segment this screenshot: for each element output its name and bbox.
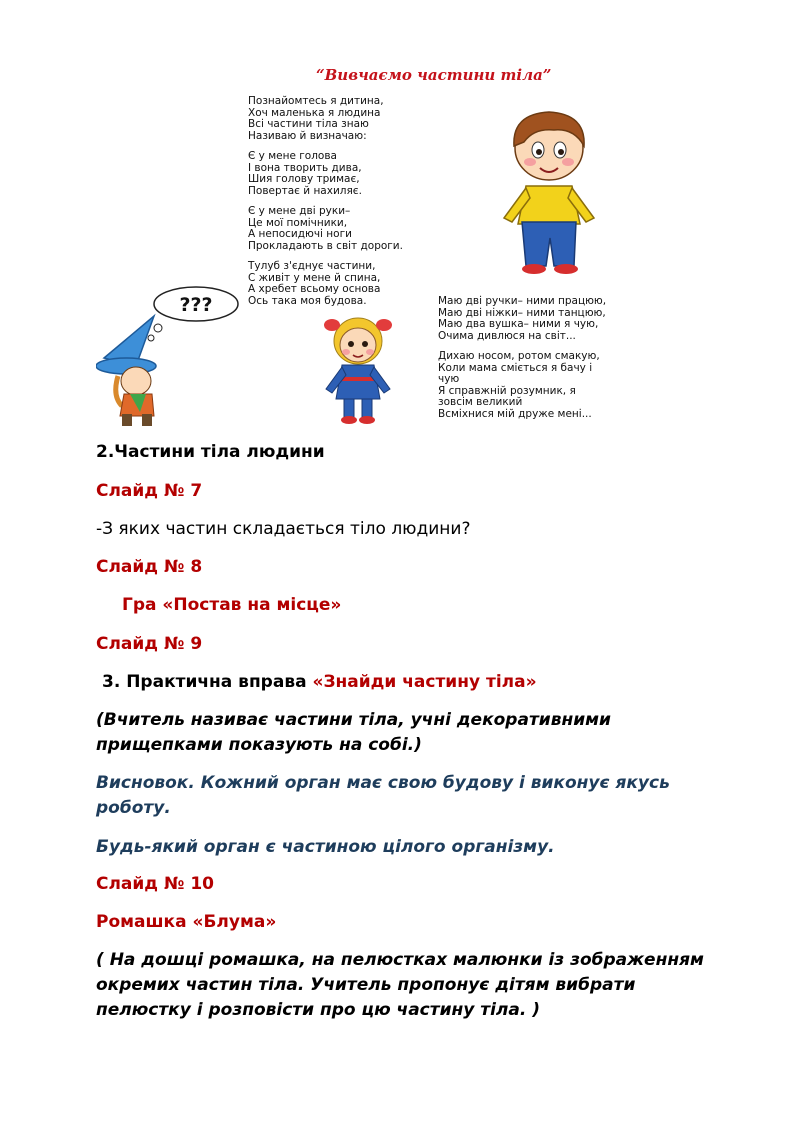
poem-line: Коли мама сміється я бачу і xyxy=(438,361,593,374)
conclusion-text: Висновок. Кожний орган має свою будову і виконує якусь роботу. xyxy=(96,773,670,818)
game-title: Гра «Постав на місце» xyxy=(122,595,342,615)
section-heading: 2.Частини тіла людини xyxy=(96,442,325,462)
poem-stanza xyxy=(438,296,606,342)
poem-line: Всі частини тіла знаю xyxy=(248,118,369,130)
poem-line: Маю дві ніжки– ними танцюю, xyxy=(438,306,606,319)
exercise-name: «Знайди частину тіла» xyxy=(312,672,537,692)
slide-7-label: Слайд № 7 xyxy=(96,481,203,501)
poem-stanza xyxy=(248,206,403,252)
question-text: -З яких частин складається тіло людини? xyxy=(96,519,471,539)
poem-line: Всміхнися мій друже мені... xyxy=(438,407,592,420)
teacher-note: (Вчитель називає частини тіла, учні декоративними прищепками показують на собі.) xyxy=(96,710,611,755)
girl-illustration xyxy=(318,313,398,425)
poem-line: Очима дивлюся на світ... xyxy=(438,329,576,342)
poem-line: Ось така моя будова. xyxy=(248,294,367,307)
poem-line: зовсім великий xyxy=(438,396,523,408)
poem-stanza xyxy=(248,151,403,197)
poem-line: І вона творить дива, xyxy=(248,161,362,174)
poem-line: Називаю й визначаю: xyxy=(248,129,367,142)
poem-line: Є у мене голова xyxy=(248,150,337,162)
slide-8-label: Слайд № 8 xyxy=(96,557,203,577)
poem-line: Шия голову тримає, xyxy=(248,173,360,185)
poem-stanza xyxy=(438,351,606,420)
poem-line: Тулуб з'єднує частини, xyxy=(248,260,376,272)
poem-line: Повертає й нахиляє. xyxy=(248,184,362,197)
exercise-prefix: 3. Практична вправа xyxy=(102,672,313,692)
poem-line: Дихаю носом, ротом смакую, xyxy=(438,350,600,362)
poem-line: Маю дві ручки– ними працюю, xyxy=(438,295,607,307)
poem-line: Маю два вушка– ними я чую, xyxy=(438,318,599,330)
poem-line: А непосидючі ноги xyxy=(248,228,352,240)
poem-right xyxy=(438,296,606,426)
poem-stanza xyxy=(248,96,403,142)
poem-line: чую xyxy=(438,373,460,385)
poem-line: С живіт у мене й спина, xyxy=(248,271,381,284)
poem-line: Це мої помічники, xyxy=(248,216,348,229)
body-parts-poster xyxy=(96,58,674,426)
poem-left xyxy=(248,96,403,316)
poem-line: Я справжній розумник, я xyxy=(438,384,576,397)
question-bubble-text: ??? xyxy=(179,294,213,316)
chamomile-note: ( На дошці ромашка, на пелюстках малюнки із зображенням окремих частин тіла. Учитель пропонує дітям вибрати пелюстку і розповісти про цю частину тіла. ) xyxy=(96,950,704,1020)
exercise-heading xyxy=(102,672,537,692)
poem-line: Є у мене дві руки– xyxy=(248,205,351,217)
poem-line: Хоч маленька я людина xyxy=(248,106,381,119)
poster-title: “Вивчаємо частини тіла” xyxy=(316,66,552,84)
poem-line: Прокладають в світ дороги. xyxy=(248,239,403,252)
organ-note: Будь-який орган є частиною цілого організму. xyxy=(96,837,555,857)
slide-9-label: Слайд № 9 xyxy=(96,634,203,654)
poem-line: Познайомтесь я дитина, xyxy=(248,95,384,107)
poem-stanza xyxy=(248,261,403,307)
poem-line: А хребет всьому основа xyxy=(248,283,381,295)
wizard-child-illustration xyxy=(96,286,241,426)
boy-illustration xyxy=(494,106,604,276)
slide-10-label: Слайд № 10 xyxy=(96,874,214,894)
chamomile-title: Ромашка «Блума» xyxy=(96,912,277,932)
